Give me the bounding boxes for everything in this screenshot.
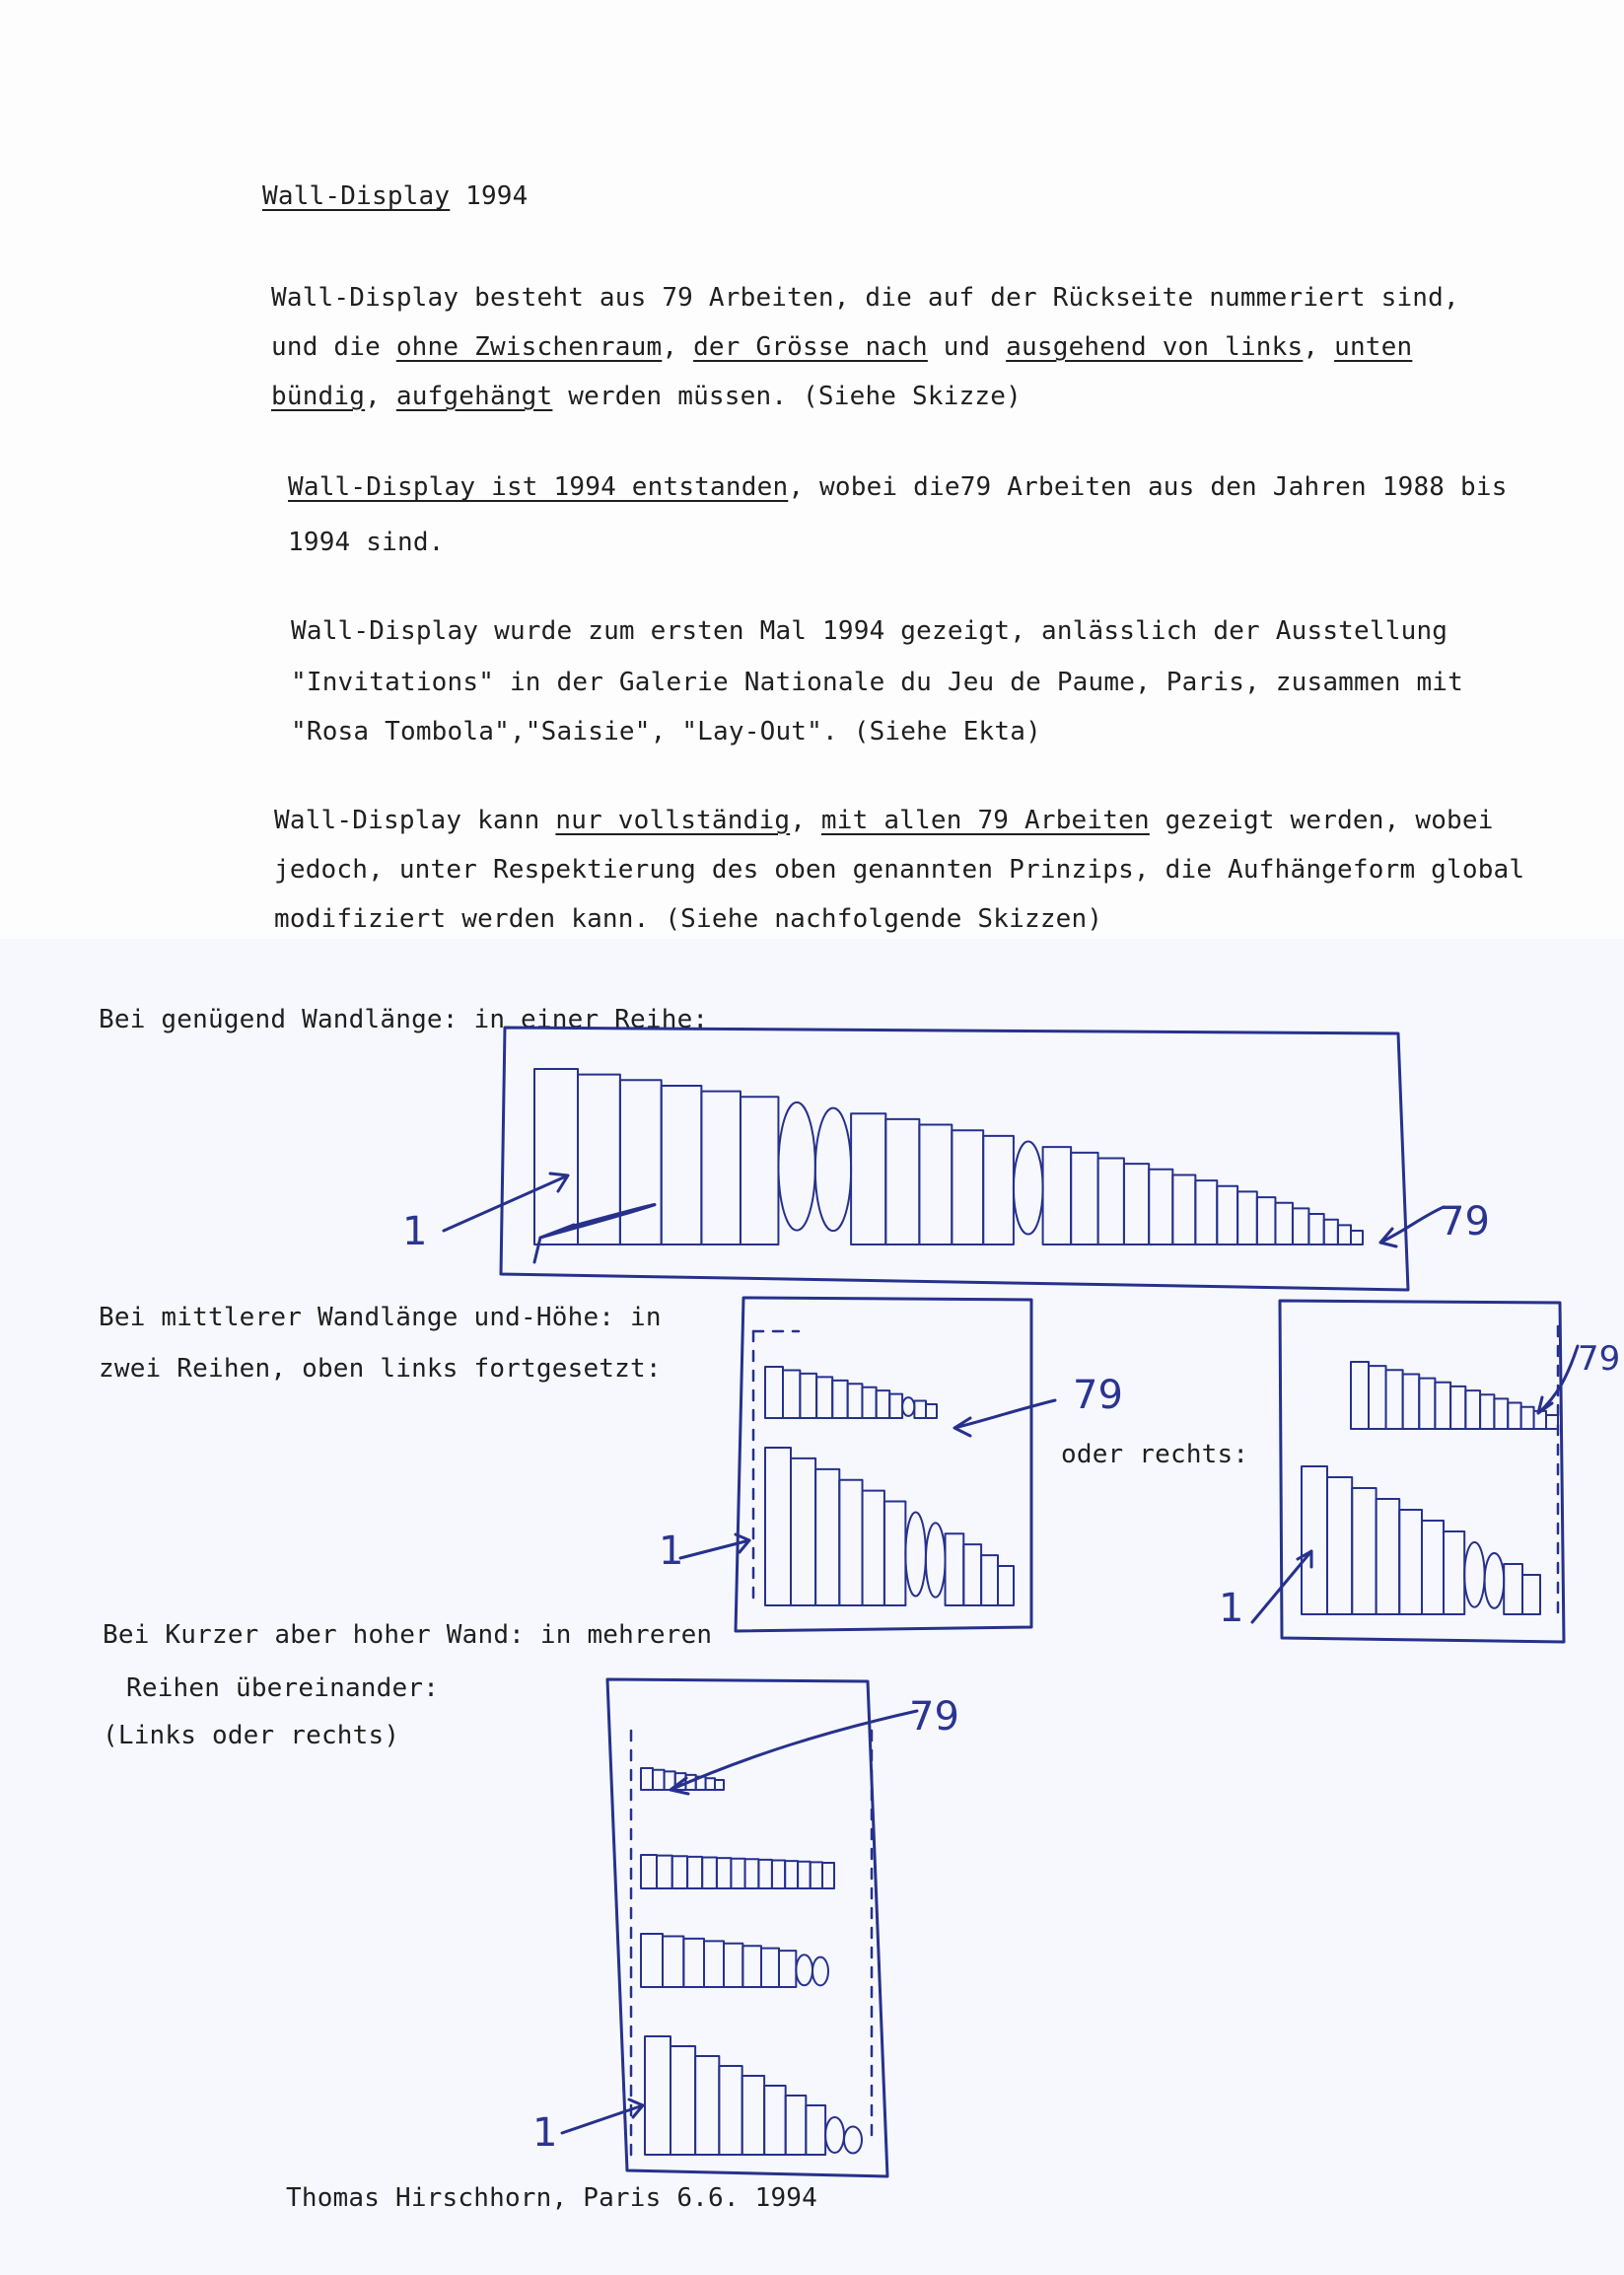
signature: Thomas Hirschhorn, Paris 6.6. 1994 bbox=[286, 2183, 818, 2213]
underlined-run: aufgehängt bbox=[395, 382, 553, 411]
artwork bbox=[914, 1401, 926, 1418]
artwork bbox=[715, 1780, 724, 1790]
text-run: gezeigt werden, wobei bbox=[1149, 806, 1494, 835]
underlined-run: der Grösse nach bbox=[693, 332, 928, 362]
text-run: und die bbox=[271, 332, 396, 362]
underlined-run: ohne Zwischenraum bbox=[395, 332, 663, 362]
para3-line1: Wall-Display wurde zum ersten Mal 1994 gezeigt, anlässlich der Ausstellung bbox=[291, 616, 1448, 646]
artwork bbox=[998, 1566, 1014, 1605]
para2-line2: 1994 sind. bbox=[288, 528, 445, 557]
artwork bbox=[1494, 1398, 1508, 1429]
label-last-3: 79 bbox=[1578, 1339, 1621, 1379]
artwork bbox=[815, 1469, 839, 1605]
artwork bbox=[1508, 1403, 1520, 1429]
artwork bbox=[862, 1387, 876, 1418]
label-last-1: 79 bbox=[1440, 1199, 1490, 1244]
artwork bbox=[1352, 1488, 1376, 1614]
artwork bbox=[1369, 1366, 1386, 1429]
artwork bbox=[963, 1544, 981, 1605]
artwork bbox=[641, 1934, 663, 1987]
caption-tall-3: (Links oder rechts) bbox=[103, 1721, 400, 1750]
artwork bbox=[671, 2046, 695, 2155]
artwork bbox=[822, 1863, 834, 1888]
artwork bbox=[848, 1384, 863, 1418]
sketch-two-rows-left bbox=[730, 1292, 1045, 1637]
artwork bbox=[745, 1859, 759, 1888]
artwork bbox=[1327, 1477, 1352, 1614]
artwork bbox=[1444, 1531, 1464, 1614]
text-run: , bbox=[365, 382, 396, 411]
artwork bbox=[785, 1861, 798, 1888]
artwork-round bbox=[844, 2127, 862, 2154]
artwork bbox=[779, 1951, 796, 1987]
artwork bbox=[1480, 1394, 1494, 1429]
caption-tall-2: Reihen übereinander: bbox=[126, 1673, 440, 1703]
para4-line1 bbox=[274, 797, 1494, 844]
artwork bbox=[1435, 1383, 1450, 1429]
artwork bbox=[806, 2105, 825, 2155]
label-last-4: 79 bbox=[909, 1694, 959, 1740]
artwork bbox=[663, 1936, 683, 1987]
artwork bbox=[863, 1491, 884, 1605]
artwork bbox=[1403, 1374, 1420, 1429]
artwork bbox=[1422, 1521, 1444, 1614]
underlined-run: unten bbox=[1334, 332, 1413, 362]
artwork-round bbox=[825, 2117, 844, 2153]
title-underlined: Wall-Display bbox=[262, 181, 451, 211]
caption-two-rows-2: zwei Reihen, oben links fortgesetzt: bbox=[99, 1354, 662, 1384]
text-run: werden müssen. (Siehe Skizze) bbox=[552, 382, 1022, 411]
artwork bbox=[811, 1862, 822, 1888]
artwork bbox=[800, 1374, 816, 1418]
artwork bbox=[695, 2056, 719, 2155]
artwork bbox=[1302, 1466, 1327, 1614]
artwork bbox=[1399, 1510, 1422, 1614]
text-run: , wobei die79 Arbeiten aus den Jahren 1988 bis bbox=[788, 472, 1508, 502]
artwork bbox=[839, 1480, 862, 1605]
sketch-one-row-arrows bbox=[434, 1144, 1499, 1262]
para3-line3: "Rosa Tombola","Saisie", "Lay-Out". (Siehe Ekta) bbox=[291, 717, 1041, 746]
artwork-round bbox=[812, 1957, 828, 1986]
artwork bbox=[1522, 1575, 1540, 1614]
para2-line1 bbox=[288, 463, 1508, 511]
artwork bbox=[884, 1502, 905, 1605]
artwork bbox=[702, 1857, 717, 1888]
label-first-1: 1 bbox=[402, 1209, 428, 1254]
artwork bbox=[791, 1458, 815, 1605]
artwork bbox=[683, 1939, 704, 1987]
artwork bbox=[687, 1857, 702, 1888]
artwork-round bbox=[902, 1397, 914, 1416]
artwork bbox=[765, 1367, 783, 1418]
document-title bbox=[262, 173, 529, 220]
sketch-tall-wall bbox=[601, 1671, 897, 2184]
artwork bbox=[1546, 1415, 1558, 1429]
artwork bbox=[981, 1555, 998, 1605]
artwork bbox=[786, 2096, 807, 2155]
para1-line2 bbox=[271, 323, 1412, 371]
artwork bbox=[731, 1859, 744, 1888]
artwork bbox=[1504, 1564, 1522, 1614]
artwork bbox=[641, 1855, 657, 1888]
caption-two-rows-1: Bei mittlerer Wandlänge und-Höhe: in bbox=[99, 1303, 662, 1332]
text-run: und bbox=[927, 332, 1007, 362]
artwork bbox=[832, 1381, 847, 1418]
artwork bbox=[1386, 1370, 1403, 1429]
artwork bbox=[645, 2036, 671, 2155]
text-run: , bbox=[790, 806, 821, 835]
artwork-round bbox=[1485, 1553, 1505, 1608]
artwork bbox=[926, 1404, 937, 1418]
artwork bbox=[816, 1377, 832, 1418]
artwork bbox=[783, 1370, 800, 1418]
para4-line2: jedoch, unter Respektierung des oben genannten Prinzips, die Aufhängeform global bbox=[274, 855, 1525, 885]
text-run: Wall-Display kann bbox=[274, 806, 556, 835]
label-first-4: 1 bbox=[532, 2110, 558, 2156]
artwork bbox=[641, 1768, 653, 1790]
text-run: , bbox=[662, 332, 694, 362]
artwork bbox=[719, 2066, 741, 2155]
para3-line2: "Invitations" in der Galerie Nationale du Jeu de Paume, Paris, zusammen mit bbox=[291, 668, 1463, 697]
label-first-2: 1 bbox=[659, 1529, 684, 1574]
artwork-round bbox=[1464, 1542, 1484, 1607]
artwork bbox=[706, 1778, 715, 1790]
artwork-round bbox=[796, 1955, 812, 1985]
para4-line3: modifiziert werden kann. (Siehe nachfolgende Skizzen) bbox=[274, 904, 1103, 934]
artwork bbox=[758, 1860, 772, 1888]
artwork bbox=[653, 1770, 665, 1790]
label-first-3: 1 bbox=[1219, 1586, 1244, 1631]
artwork bbox=[877, 1390, 890, 1418]
underlined-run: nur vollständig bbox=[555, 806, 791, 835]
pointer-arrow bbox=[671, 1711, 917, 1794]
artwork bbox=[717, 1858, 731, 1888]
caption-or-right: oder rechts: bbox=[1061, 1440, 1249, 1469]
title-year: 1994 bbox=[450, 181, 529, 211]
artwork bbox=[672, 1856, 687, 1888]
para1-line3 bbox=[271, 373, 1022, 420]
text-run: , bbox=[1303, 332, 1335, 362]
artwork bbox=[765, 1448, 791, 1605]
artwork bbox=[724, 1944, 742, 1987]
caption-tall-1: Bei Kurzer aber hoher Wand: in mehreren bbox=[103, 1620, 713, 1650]
pointer-arrow bbox=[954, 1400, 1055, 1436]
artwork bbox=[742, 2076, 764, 2155]
underlined-run: ausgehend von links bbox=[1006, 332, 1304, 362]
underlined-run: bündig bbox=[271, 382, 366, 411]
artwork bbox=[742, 1946, 761, 1987]
artwork bbox=[1521, 1407, 1534, 1429]
artwork bbox=[704, 1941, 724, 1987]
underlined-run: mit allen 79 Arbeiten bbox=[820, 806, 1150, 835]
artwork bbox=[889, 1394, 902, 1418]
artwork-round bbox=[926, 1523, 946, 1597]
artwork bbox=[1351, 1362, 1369, 1429]
artwork bbox=[1377, 1499, 1400, 1614]
artwork-round bbox=[905, 1512, 926, 1596]
sketch-two-rows-right bbox=[1272, 1297, 1568, 1652]
artwork bbox=[761, 1949, 779, 1987]
artwork bbox=[1465, 1390, 1480, 1429]
underlined-run: Wall-Display ist 1994 entstanden bbox=[288, 472, 789, 502]
label-last-2: 79 bbox=[1073, 1373, 1123, 1418]
artwork bbox=[946, 1533, 964, 1605]
caption-one-row: Bei genügend Wandlänge: in einer Reihe: bbox=[99, 1005, 709, 1034]
para1-line1: Wall-Display besteht aus 79 Arbeiten, die auf der Rückseite nummeriert sind, bbox=[271, 283, 1459, 313]
artwork bbox=[764, 2086, 786, 2155]
artwork bbox=[1419, 1379, 1435, 1429]
artwork bbox=[657, 1856, 672, 1888]
artwork bbox=[798, 1862, 811, 1888]
artwork bbox=[1450, 1386, 1465, 1429]
artwork bbox=[772, 1861, 785, 1888]
